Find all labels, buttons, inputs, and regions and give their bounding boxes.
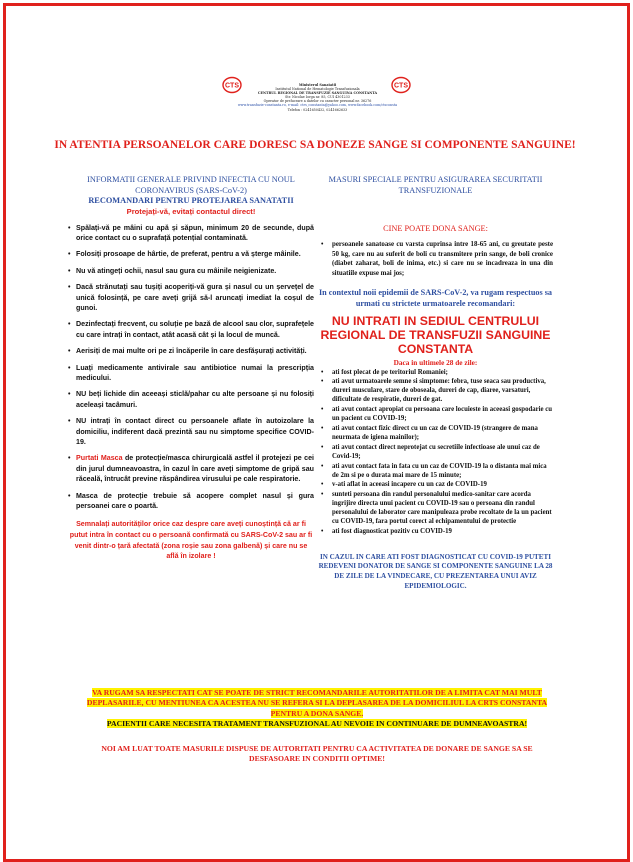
footer-patients-notice: PACIENTII CARE NECESITA TRATAMENT TRANSFUZIONAL AU NEVOIE IN CONTINUARE DE DUMNEAVOASTRA! xyxy=(106,719,528,729)
left-heading: INFORMATII GENERALE PRIVIND INFECTIA CU NOUL CORONAVIRUS (SARS-CoV-2) xyxy=(87,175,295,195)
list-item: • ati avut contact fizic direct cu un caz de COVID-19 (strangere de mana neurmata de igiena mainilor); xyxy=(318,425,553,443)
do-not-enter-warning: NU INTRATI IN SEDIUL CENTRULUI REGIONAL DE TRANSFUZII SANGUINE CONSTANTA xyxy=(320,313,551,356)
list-item: • sunteti persoana din randul personalului medico-sanitar care acorda ingrijire directa unui pacient cu COVID-19 sau o persoana din randul personalului de laborator care manipuleaza probe recoltate de la un pacient cu COVID-19, fara portul corect al echipamentului de protectie xyxy=(318,491,553,527)
list-item: • ati avut contact fata in fata cu un caz de COVID-19 la o distanta mai mica de 2m si pe o durata mai mare de 15 minute; xyxy=(318,463,553,481)
letterhead-line: Institutul National de Hematologie Transfuzionala xyxy=(275,87,360,92)
letterhead xyxy=(230,83,405,112)
letterhead-line: Ministerul Sanatatii xyxy=(298,83,337,87)
letterhead-line: Operator de prelucrare a datelor cu caracter personal nr. 36276 xyxy=(263,99,372,104)
right-heading: MASURI SPECIALE PENTRU ASIGURAREA SECURITATII TRANSFUZIONALE xyxy=(328,175,543,195)
recovered-donor-notice: IN CAZUL IN CARE ATI FOST DIAGNOSTICAT CU COVID-19 PUTETI REDEVENI DONATOR DE SANGE SI COMPONENTE SANGUINE LA 28 DE ZILE DE LA VINDECARE, CU PREZENTAREA UNUI AVIZ EPIDEMIOLOGIC. xyxy=(318,552,553,590)
who-can-donate-heading: CINE POATE DONA SANGE: xyxy=(383,224,488,233)
hygiene-list xyxy=(68,223,314,512)
mask-text: de protecție/masca chirurgicală astfel il protejezi pe cei din jurul dumneavoastra, în cazul în care aveți simptome de gripă sau răceală, întrucât previne răspândirea virusului pe cale respiratorie. xyxy=(76,454,314,484)
left-footer-notice: Semnalați autorităților orice caz despre care aveți cunoștință că ar fi putut intra în contact cu o persoană confirmată cu SARS-CoV-2 sau ar fi venit dintr-o țară afectată (zona roșie sau zona galbenă) și care nu se află în izolare ! xyxy=(69,520,313,561)
list-item: • NU intrați în contact direct cu persoanele aflate în autoizolare la domiciliu, indiferent dacă prezintă sau nu simptome specifice COVID-19. xyxy=(68,416,314,447)
list-item: • NU beți lichide din aceeași sticlă/pahar cu alte persoane și nu folosiți aceleași tacâmuri. xyxy=(68,389,314,410)
list-item: • v-ati aflat in aceeasi incapere cu un caz de COVID-19 xyxy=(318,481,553,490)
logo-text: CTS xyxy=(394,82,408,90)
letterhead-line: Str. Nicolae Iorga nr. 85, CUI 4301233 xyxy=(285,95,350,100)
list-item: • ati fost diagnosticat pozitiv cu COVID-19 xyxy=(318,528,553,537)
last-28-days-heading: Daca in ultimele 28 de zile: xyxy=(393,357,478,367)
list-item: • Dacă strănutați sau tușiți acoperiți-vă gura și nasul cu un șervețel de unică folosință, pe care aveți grijă să-l aruncați imediat la coșul de gunoi. xyxy=(68,282,314,313)
list-item-mask xyxy=(68,453,314,484)
list-item: • Nu vă atingeți ochii, nasul sau gura cu mâinile neigienizate. xyxy=(68,266,314,276)
left-heading-recommendations: RECOMANDARI PENTRU PROTEJAREA SANATATII xyxy=(88,196,294,205)
list-item: • Spălați-vă pe mâini cu apă și săpun, minimum 20 de secunde, după orice contact cu o suprafață potențial contaminată. xyxy=(68,223,314,244)
right-column xyxy=(318,175,553,591)
list-item: • ati fost plecat de pe teritoriul Romaniei; xyxy=(318,369,553,378)
context-intro: In contextul noii epidemii de SARS-CoV-2, va rugam respectuos sa urmati cu strictete urmatoarele recomandari: xyxy=(318,288,553,308)
footer xyxy=(78,688,556,764)
list-item: • Luați medicamente antivirale sau antibiotice numai la prescripția medicului. xyxy=(68,363,314,384)
list-item: • Dezinfectați frecvent, cu soluție pe bază de alcool sau clor, suprafețele cu care intrați în contact, atât acasă cât și la locul de muncă. xyxy=(68,319,314,340)
list-item: • ati avut urmatoarele semne si simptome: febra, tuse seaca sau productiva, dureri musculare, stare de oboseala, dureri de cap, diaree, varsaturi, dificultate de respiratie, dureri de gat. xyxy=(318,378,553,405)
list-item: • ati avut contact direct neprotejat cu secretiile infectioase ale unui caz de Covid-19; xyxy=(318,444,553,462)
footer-travel-notice: VA RUGAM SA RESPECTATI CAT SE POATE DE STRICT RECOMANDARILE AUTORITATILOR DE A LIMITA CAT MAI MULT DEPLASARILE, CU MENTIUNEA CA ACESTEA NU SE REFERA SI LA DEPLASAREA DE LA DOMICILIUL LA CRTS CONSTANTA PENTRU A DONA SANGE. xyxy=(86,688,548,718)
letterhead-line: Telefon : 0241650432, 0241662633 xyxy=(287,107,348,112)
footer-measures-notice: NOI AM LUAT TOATE MASURILE DISPUSE DE AUTORITATI PENTRU CA ACTIVITATEA DE DONARE DE SANGE SA SE DESFASOARE IN CONDITII OPTIME! xyxy=(101,743,533,764)
list-item: • ati avut contact apropiat cu persoana care locuieste in aceeasi gospodarie cu un pacient cu COVID-19; xyxy=(318,406,553,424)
list-item: • Aerisiți de mai multe ori pe zi încăperile în care desfășurați activități. xyxy=(68,346,314,356)
letterhead-line: CENTRUL REGIONAL DE TRANSFUZIE SANGUINA CONSTANTA xyxy=(257,91,378,96)
list-item: • persoanele sanatoase cu varsta cuprinsa intre 18-65 ani, cu greutate peste 50 kg, care nu au suferit de boli cu transmitere prin sange, de boli cronice (diabet zaharat, boli de inima, etc.) si care nu se incadreaza in una din situatiile expuse mai jos; xyxy=(318,240,553,278)
logo-text: CTS xyxy=(225,82,239,90)
letterhead-contact-links[interactable]: www.transfuzie-constanta.ro, e-mail: ctrs_constanta@yahoo.com, www.facebook.com/ctsconsta xyxy=(237,103,398,108)
main-title: IN ATENTIA PERSOANELOR CARE DORESC SA DONEZE SANGE SI COMPONENTE SANGUINE! xyxy=(54,139,576,151)
exclusion-list xyxy=(318,369,553,537)
list-item: • Masca de protecție trebuie să acopere complet nasul și gura persoanei care o poartă. xyxy=(68,491,314,512)
mask-highlight: Purtati Masca xyxy=(76,454,123,463)
who-can-donate-list xyxy=(318,240,553,278)
left-subheading: Protejați-vă, evitați contactul direct! xyxy=(126,206,256,216)
list-item: • Folosiți prosoape de hârtie, de preferat, pentru a vă șterge mâinile. xyxy=(68,249,314,259)
left-column xyxy=(68,175,314,562)
